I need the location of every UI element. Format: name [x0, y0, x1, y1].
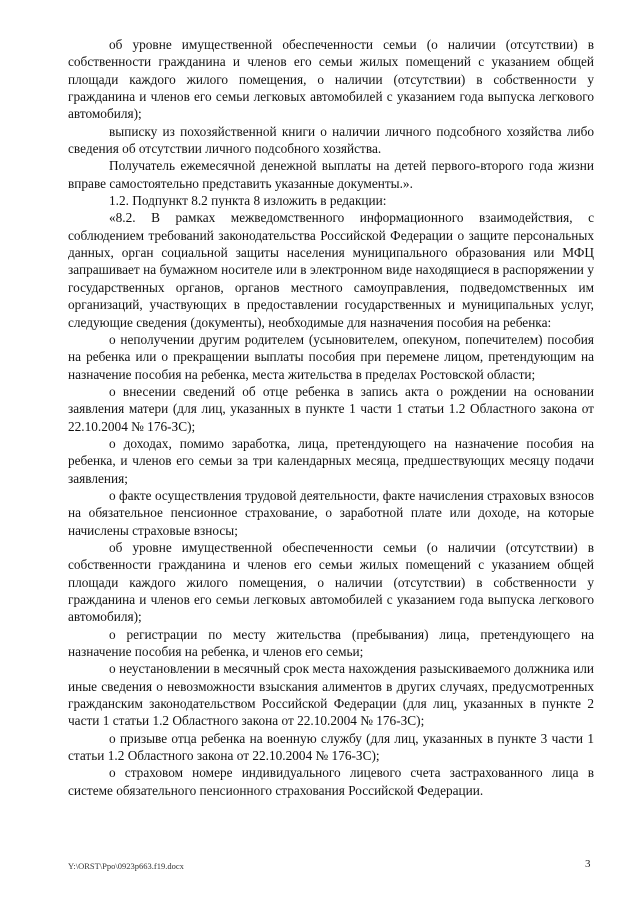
footer-file-path: Y:\ORST\Ppo\0923p663.f19.docx — [68, 861, 184, 871]
paragraph-amendment-1-2: 1.2. Подпункт 8.2 пункта 8 изложить в редакции: — [109, 193, 387, 209]
paragraph-registration: о регистрации по месту жительства (пребывания) лица, претендующего на назначение пособия на ребенка, и членов его семьи; — [68, 626, 594, 660]
paragraph-employment: о факте осуществления трудовой деятельности, факте начисления страховых взносов на обязательное пенсионное страхование, о заработной плате или доходе, на которые начислены страховые взносы; — [68, 487, 594, 538]
paragraph-other-parent: о неполучении другим родителем (усыновителем, опекуном, попечителем) пособия на ребенка или о прекращении выплаты пособия при перемене лицом, претендующим на назначение пособия на ребенка, места жительства в пределах Ростовской области; — [68, 331, 594, 382]
paragraph-property-level: об уровне имущественной обеспеченности семьи (о наличии (отсутствии) в собственности гражданина и членов его семьи жилых помещений с указанием общей площади каждого жилого помещения, о наличии (отсутствии) в собственности у гражданина и членов его семьи легковых автомобилей с указанием года выпуска легкового автомобиля); — [68, 37, 594, 122]
paragraph-income: о доходах, помимо заработка, лица, претендующего на назначение пособия на ребенка, и членов его семьи за три календарных месяца, предшествующих месяцу подачи заявления; — [68, 435, 594, 486]
paragraph-recipient-rights: Получатель ежемесячной денежной выплаты на детей первого-второго года жизни вправе самостоятельно представить указанные документы.». — [68, 158, 594, 191]
paragraph-father-record: о внесении сведений об отце ребенка в запись акта о рождении на основании заявления матери (для лиц, указанных в пункте 1 части 1 статьи 1.2 Областного закона от 22.10.2004 № 176-ЗС); — [68, 383, 594, 434]
document-body — [68, 36, 594, 799]
paragraph-insurance-number: о страховом номере индивидуального лицевого счета застрахованного лица в системе обязательного пенсионного страхования Российской Федерации. — [68, 765, 594, 798]
paragraph-household-book: выписку из похозяйственной книги о наличии личного подсобного хозяйства либо сведения об отсутствии личного подсобного хозяйства. — [68, 123, 594, 157]
paragraph-clause-8-2: «8.2. В рамках межведомственного информационного взаимодействия, с соблюдением требований законодательства Российской Федерации о защите персональных данных, орган социальной защиты населения муниципального образования или МФЦ запрашивает на бумажном носителе или в электронном виде находящиеся в распоряжении у государственных органов, органов местного самоуправления, подведомственных им организаций, участвующих в предоставлении государственных и муниципальных услуг, следующие сведения (документы), необходимые для назначения пособия на ребенка: — [68, 210, 594, 330]
paragraph-property-level-2: об уровне имущественной обеспеченности семьи (о наличии (отсутствии) в собственности гражданина и членов его семьи жилых помещений с указанием общей площади каждого жилого помещения, о наличии (отсутствии) в собственности у гражданина и членов его семьи легковых автомобилей с указанием года выпуска легкового автомобиля); — [68, 539, 594, 625]
paragraph-debtor-search: о неустановлении в месячный срок места нахождения разыскиваемого должника или иные сведения о невозможности взыскания алиментов в других случаях, предусмотренных гражданским законодательством Российской Федерации (для лиц, указанных в пункте 2 части 1 статьи 1.2 Областного закона от 22.10.2004 № 176-ЗС); — [68, 661, 594, 729]
page-number: 3 — [585, 858, 591, 870]
paragraph-military-service: о призыве отца ребенка на военную службу (для лиц, указанных в пункте 3 части 1 статьи 1.2 Областного закона от 22.10.2004 № 176-ЗС); — [68, 730, 594, 764]
